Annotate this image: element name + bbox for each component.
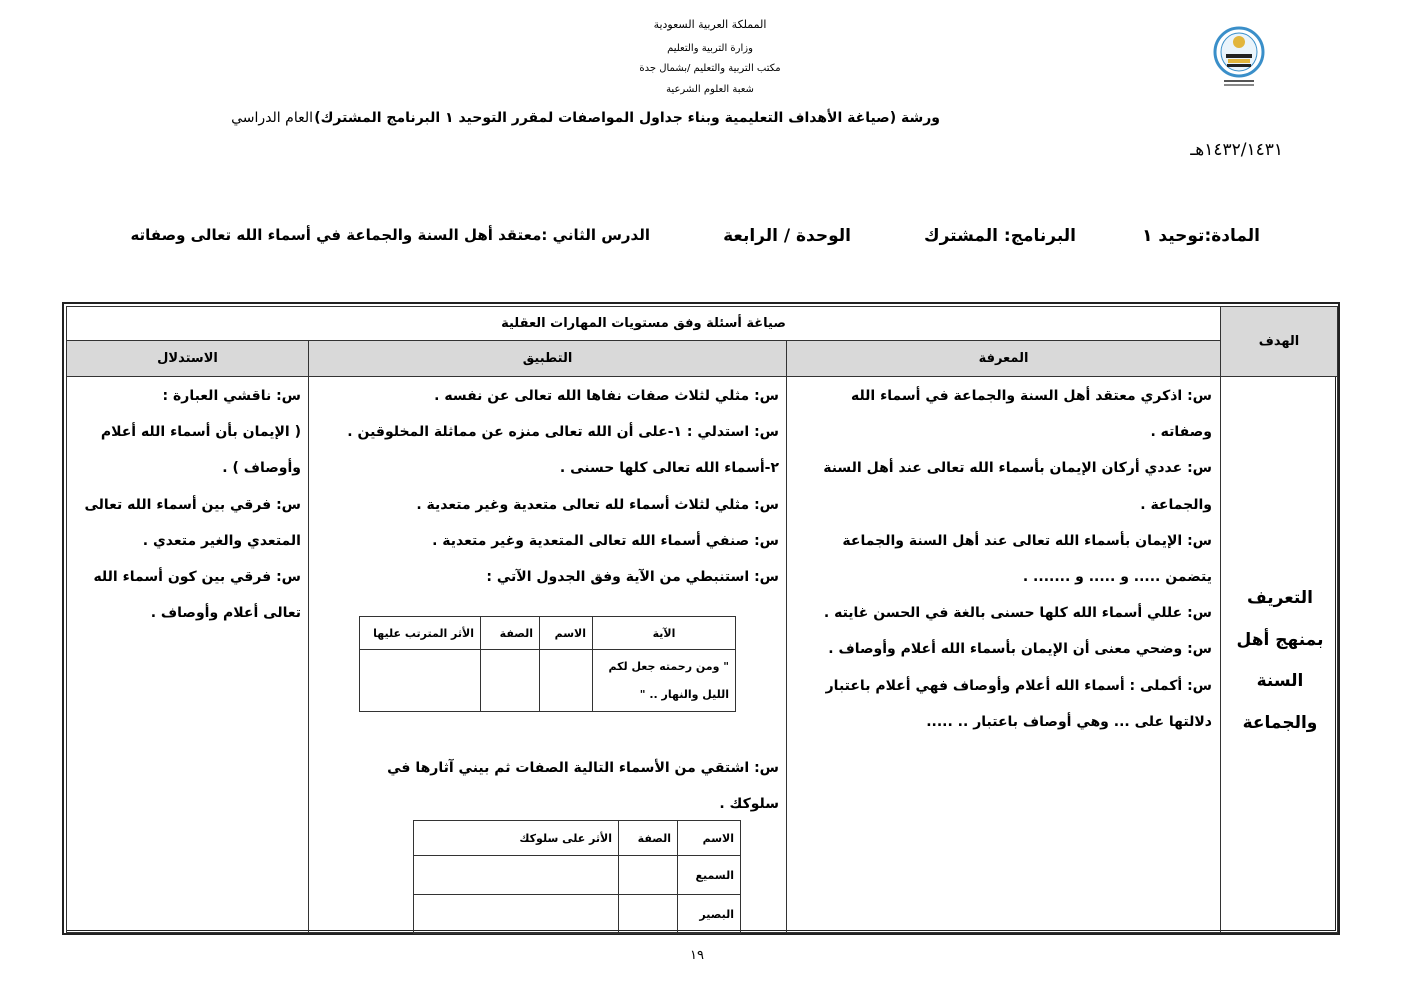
attribute-cell	[619, 895, 678, 934]
goal-text	[1222, 578, 1338, 744]
program-label: البرنامج: المشترك	[924, 226, 1076, 246]
goal-line: والجماعة	[1242, 712, 1318, 733]
attribute-cell	[619, 856, 678, 895]
kingdom-text: المملكة العربية السعودية	[653, 18, 767, 31]
question-line: س: اذكري معتقد أهل السنة والجماعة في أسماء الله	[850, 388, 1212, 404]
question-line: يتضمن ..... و ..... و ....... .	[1022, 569, 1212, 586]
attribute-header: الصفة	[619, 821, 678, 856]
goal-line: التعريف	[1247, 588, 1313, 608]
unit-label: الوحدة / الرابعة	[723, 226, 851, 246]
application-questions	[347, 378, 779, 595]
question-line: ( الإيمان بأن أسماء الله أعلام	[100, 424, 301, 441]
department-text: شعبة العلوم الشرعية	[666, 84, 754, 95]
subject-label: المادة:توحيد ١	[1142, 226, 1260, 246]
reasoning-header: الاستدلال	[66, 340, 309, 377]
application-header: التطبيق	[308, 340, 787, 377]
question-line: س: ناقشي العبارة :	[162, 388, 301, 404]
ministry-text: وزارة التربية والتعليم	[667, 43, 753, 54]
question-line: س: عللي أسماء الله كلها حسنى بالغة في الحسن غايته .	[823, 605, 1212, 622]
goal-line: بمنهج أهل	[1236, 629, 1324, 650]
question-line: س: عددي أركان الإيمان بأسماء الله تعالى عند أهل السنة	[823, 460, 1212, 477]
question-line: س: الإيمان بأسماء الله تعالى عند أهل السنة والجماعة	[842, 532, 1212, 549]
effect-header: الأثر المترتب عليها	[360, 617, 481, 650]
question-line: س: فرقي بين أسماء الله تعالى	[84, 496, 301, 513]
lesson-label: الدرس الثاني :معتقد أهل السنة والجماعة في أسماء الله تعالى وصفاته	[130, 226, 650, 244]
effect-cell	[414, 856, 619, 895]
question-line: س: وضحي معنى أن الإيمان بأسماء الله أعلام وأوصاف .	[828, 641, 1212, 658]
effect-cell	[414, 895, 619, 934]
name-cell: البصير	[678, 895, 741, 934]
attribute-header: الصفة	[481, 617, 540, 650]
question-line: وصفاته .	[1150, 424, 1212, 441]
name-cell: السميع	[678, 856, 741, 895]
question-line: س: فرقي بين كون أسماء الله	[93, 569, 301, 586]
question-line: س: مثلي لثلاث أسماء لله تعالى متعدية وغير متعدية .	[416, 496, 779, 513]
question-line: وأوصاف ) .	[222, 460, 301, 477]
question-line: المتعدي والغير متعدي .	[142, 532, 301, 549]
office-text: مكتب التربية والتعليم /بشمال جدة	[639, 63, 781, 74]
question-line: س: استدلي : ١-على أن الله تعالى منزه عن مماثلة المخلوقين .	[347, 424, 779, 441]
ministry-logo	[1210, 26, 1268, 92]
knowledge-header: المعرفة	[786, 340, 1221, 377]
question-line: تعالى أعلام وأوصاف .	[150, 605, 301, 622]
question-line: س: صنفي أسماء الله تعالى المتعدية وغير متعدية .	[432, 532, 779, 549]
reasoning-questions	[84, 378, 301, 631]
goal-header: الهدف	[1220, 306, 1338, 377]
question-line: س: أكملى : أسماء الله أعلام وأوصاف فهي أعلام باعتبار	[825, 677, 1212, 694]
academic-year: ١٤٣٢/١٤٣١هـ	[1190, 140, 1283, 160]
question-line: والجماعة .	[1140, 496, 1212, 513]
names-table	[413, 820, 741, 934]
attribute-cell	[481, 650, 540, 712]
workshop-title: ورشة (صياغة الأهداف التعليمية وبناء جداول المواصفات لمقرر التوحيد ١ البرنامج المشترك)	[314, 110, 940, 126]
verse-text: " ومن رحمته جعل لكم الليل والنهار .. "	[593, 650, 736, 712]
name-header: الاسم	[678, 821, 741, 856]
knowledge-questions	[823, 378, 1212, 740]
question-line: س: استنبطي من الآية وفق الجدول الآتي :	[486, 569, 779, 586]
academic-year-label: العام الدراسي	[231, 110, 313, 126]
name-cell	[540, 650, 593, 712]
effect-cell	[360, 650, 481, 712]
question-line: س: مثلي لثلاث صفات نفاها الله تعالى عن نفسه .	[434, 388, 779, 404]
question-line: ٢-أسماء الله تعالى كلها حسنى .	[559, 460, 779, 477]
questions-header: صياغة أسئلة وفق مستويات المهارات العقلية	[66, 306, 1221, 341]
goal-line: السنة	[1256, 671, 1304, 691]
verse-table	[359, 616, 736, 712]
derive-question	[387, 750, 779, 822]
question-line: سلوكك .	[719, 796, 779, 813]
name-header: الاسم	[540, 617, 593, 650]
effect-header: الأثر على سلوكك	[414, 821, 619, 856]
question-line: س: اشتقي من الأسماء التالية الصفات ثم بيني آثارها في	[387, 760, 779, 776]
page-number: ١٩	[690, 948, 704, 963]
question-line: دلالتها على ... وهي أوصاف باعتبار .. .....	[926, 713, 1212, 730]
verse-header: الآية	[593, 617, 736, 650]
